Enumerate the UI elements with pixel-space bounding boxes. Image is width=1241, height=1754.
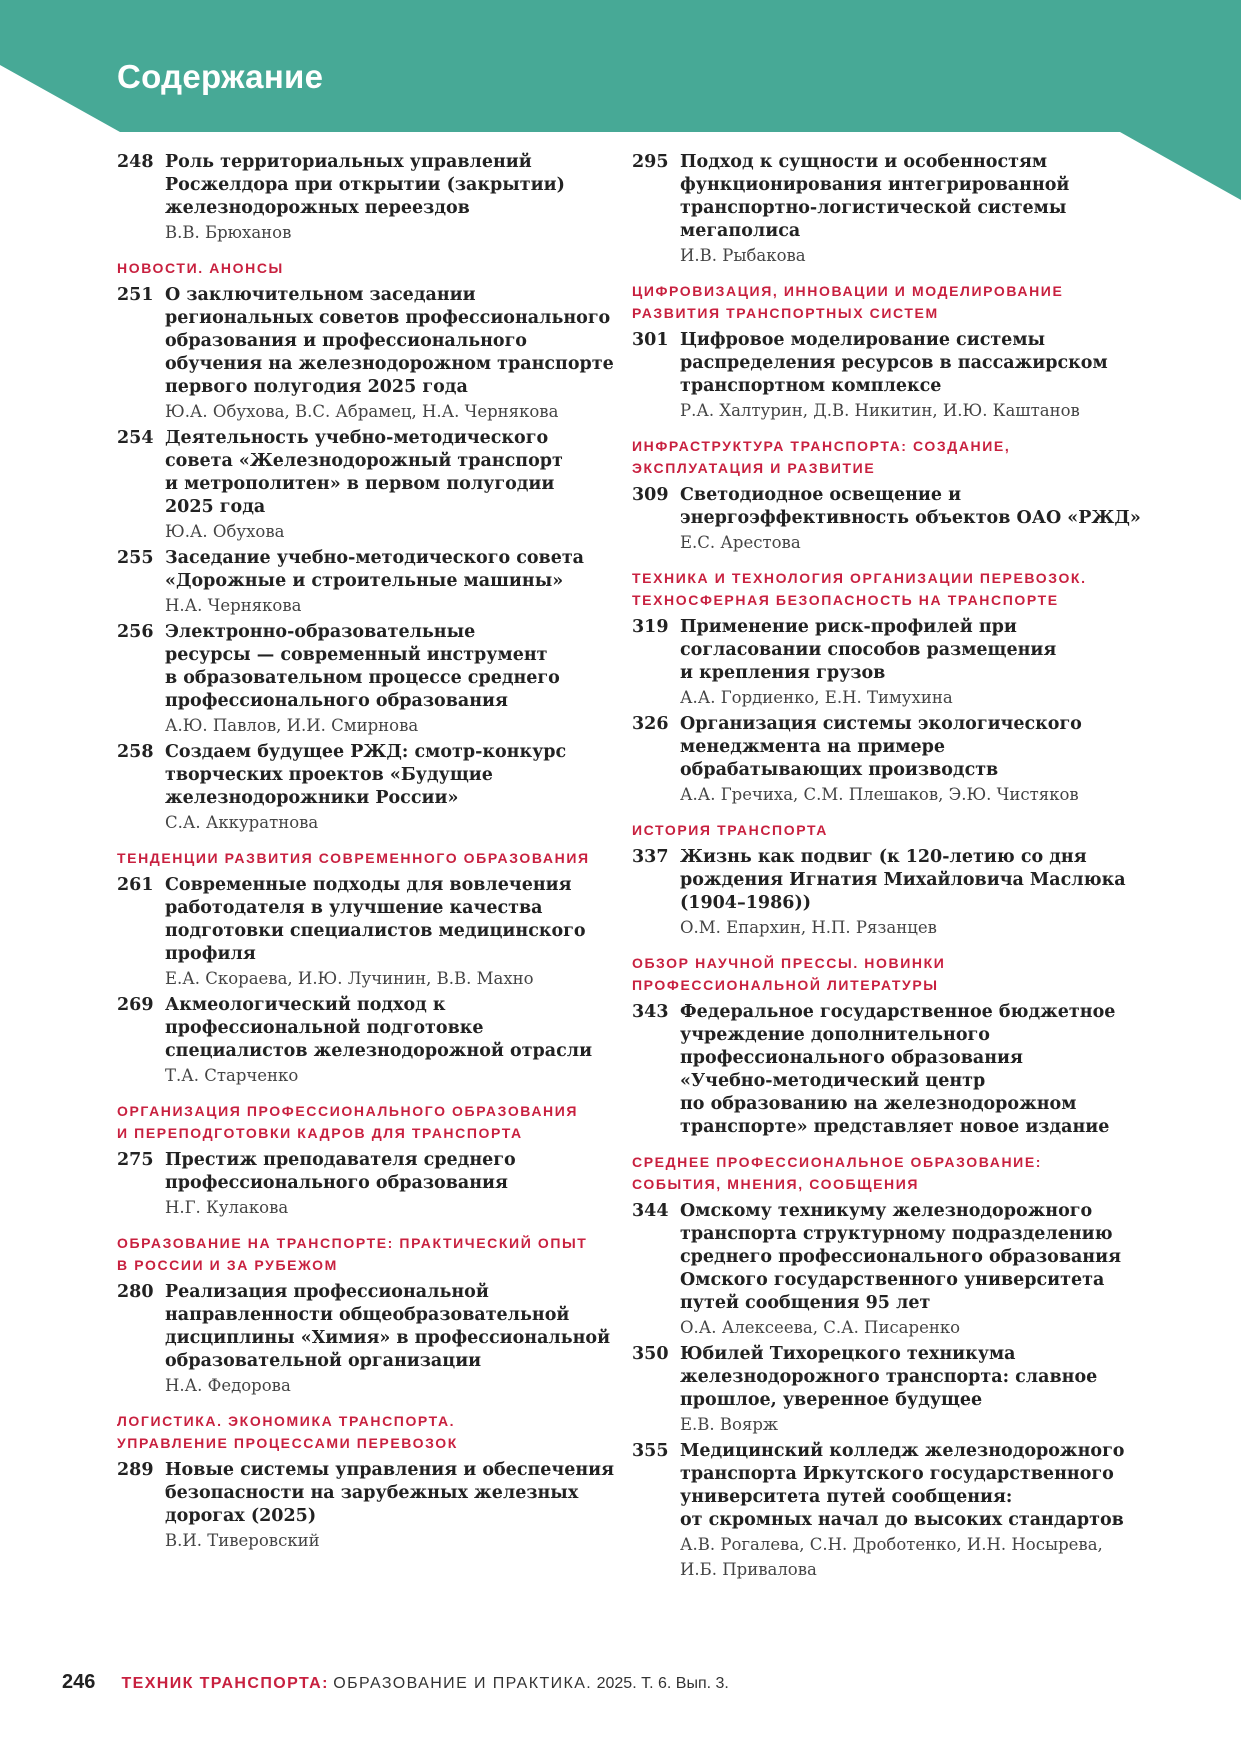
entry-body bbox=[165, 874, 617, 991]
entry-title: Жизнь как подвиг (к 120-летию со дня рождения Игнатия Михайловича Маслюка (1904–1986)) bbox=[680, 847, 1126, 913]
toc-entry[interactable] bbox=[117, 1149, 617, 1220]
entry-title: Подход к сущности и особенностям функционирования интегрированной транспортно-логистической системы мегаполиса bbox=[680, 152, 1070, 241]
toc-entry[interactable] bbox=[632, 1440, 1152, 1582]
section-heading: СРЕДНЕЕ ПРОФЕССИОНАЛЬНОЕ ОБРАЗОВАНИЕ: СОБЫТИЯ, МНЕНИЯ, СООБЩЕНИЯ bbox=[632, 1154, 1043, 1192]
entry-authors: Т.А. Старченко bbox=[165, 1066, 299, 1085]
toc-entry[interactable] bbox=[117, 994, 617, 1088]
entry-body bbox=[680, 1200, 1152, 1340]
entry-page-number: 280 bbox=[117, 1282, 154, 1302]
toc-entry[interactable] bbox=[632, 713, 1152, 807]
entry-authors: И.В. Рыбакова bbox=[680, 246, 806, 265]
entry-title: О заключительном заседании региональных советов профессионального образования и профессионального обучения на железнодорожном транспорте первого полугодия 2025 года bbox=[165, 285, 614, 397]
toc-entry[interactable] bbox=[117, 874, 617, 991]
toc-entry[interactable] bbox=[632, 1343, 1152, 1437]
toc-entry[interactable] bbox=[632, 329, 1152, 423]
toc-entry[interactable] bbox=[632, 484, 1152, 555]
entry-title: Юбилей Тихорецкого техникума железнодорожного транспорта: славное прошлое, уверенное будущее bbox=[680, 1344, 1098, 1410]
entry-title: Новые системы управления и обеспечения безопасности на зарубежных железных дорогах (2025) bbox=[165, 1460, 615, 1526]
section-heading: ТЕХНИКА И ТЕХНОЛОГИЯ ОРГАНИЗАЦИИ ПЕРЕВОЗОК. ТЕХНОСФЕРНАЯ БЕЗОПАСНОСТЬ НА ТРАНСПОРТЕ bbox=[632, 570, 1087, 608]
entry-title: Реализация профессиональной направленности общеобразовательной дисциплины «Химия» в профессиональной образовательной организации bbox=[165, 1282, 611, 1371]
toc-entry[interactable] bbox=[117, 1281, 617, 1398]
entry-authors: Ю.А. Обухова bbox=[165, 522, 285, 541]
entry-body bbox=[165, 741, 617, 835]
entry-body bbox=[165, 427, 617, 544]
entry-title: Престиж преподавателя среднего профессионального образования bbox=[165, 1150, 516, 1193]
entry-body bbox=[165, 151, 617, 245]
section-heading: ОБРАЗОВАНИЕ НА ТРАНСПОРТЕ: ПРАКТИЧЕСКИЙ ОПЫТ В РОССИИ И ЗА РУБЕЖОМ bbox=[117, 1235, 588, 1273]
toc-entry[interactable] bbox=[117, 547, 617, 618]
entry-authors: О.М. Епархин, Н.П. Рязанцев bbox=[680, 918, 937, 937]
entry-authors: Е.В. Воярж bbox=[680, 1415, 779, 1434]
entry-body bbox=[680, 846, 1152, 940]
entry-authors: Н.Г. Кулакова bbox=[165, 1198, 289, 1217]
entry-authors: А.Ю. Павлов, И.И. Смирнова bbox=[165, 716, 419, 735]
entry-authors: А.А. Гордиенко, Е.Н. Тимухина bbox=[680, 688, 953, 707]
entry-page-number: 295 bbox=[632, 152, 669, 172]
entry-authors: Е.А. Скораева, И.Ю. Лучинин, В.В. Махно bbox=[165, 969, 534, 988]
section-heading: ИСТОРИЯ ТРАНСПОРТА bbox=[632, 822, 828, 838]
entry-page-number: 337 bbox=[632, 847, 669, 867]
entry-page-number: 301 bbox=[632, 330, 669, 350]
entry-title: Современные подходы для вовлечения работодателя в улучшение качества подготовки специалистов медицинского профиля bbox=[165, 875, 586, 964]
section-heading: ЛОГИСТИКА. ЭКОНОМИКА ТРАНСПОРТА. УПРАВЛЕНИЕ ПРОЦЕССАМИ ПЕРЕВОЗОК bbox=[117, 1413, 458, 1451]
entry-authors: Н.А. Чернякова bbox=[165, 596, 302, 615]
section-heading: ИНФРАСТРУКТУРА ТРАНСПОРТА: СОЗДАНИЕ, ЭКСПЛУАТАЦИЯ И РАЗВИТИЕ bbox=[632, 438, 1011, 476]
entry-title: Светодиодное освещение и энергоэффективность объектов ОАО «РЖД» bbox=[680, 485, 1141, 528]
toc-left-column bbox=[117, 151, 617, 1556]
entry-page-number: 350 bbox=[632, 1344, 669, 1364]
entry-body bbox=[680, 616, 1152, 710]
entry-body bbox=[680, 1343, 1152, 1437]
entry-page-number: 355 bbox=[632, 1441, 669, 1461]
toc-entry[interactable] bbox=[632, 616, 1152, 710]
page-footer bbox=[62, 1671, 729, 1694]
entry-authors: С.А. Аккуратнова bbox=[165, 813, 319, 832]
entry-body bbox=[165, 1281, 617, 1398]
section-heading: ОРГАНИЗАЦИЯ ПРОФЕССИОНАЛЬНОГО ОБРАЗОВАНИЯ И ПЕРЕПОДГОТОВКИ КАДРОВ ДЛЯ ТРАНСПОРТА bbox=[117, 1103, 579, 1141]
toc-entry[interactable] bbox=[117, 621, 617, 738]
entry-body bbox=[680, 1440, 1152, 1582]
entry-body bbox=[165, 994, 617, 1088]
section-heading: НОВОСТИ. АНОНСЫ bbox=[117, 260, 284, 276]
entry-title: Медицинский колледж железнодорожного транспорта Иркутского государственного университета путей сообщения: от скромных начал до высоких стандартов bbox=[680, 1441, 1125, 1530]
entry-page-number: 261 bbox=[117, 875, 154, 895]
entry-title: Заседание учебно-методического совета «Дорожные и строительные машины» bbox=[165, 548, 585, 591]
section-heading: ЦИФРОВИЗАЦИЯ, ИННОВАЦИИ И МОДЕЛИРОВАНИЕ РАЗВИТИЯ ТРАНСПОРТНЫХ СИСТЕМ bbox=[632, 283, 1064, 321]
entry-title: Организация системы экологического менеджмента на примере обрабатывающих производств bbox=[680, 714, 1082, 780]
entry-title: Создаем будущее РЖД: смотр-конкурс творческих проектов «Будущие железнодорожники России» bbox=[165, 742, 567, 808]
entry-page-number: 275 bbox=[117, 1150, 154, 1170]
entry-title: Цифровое моделирование системы распределения ресурсов в пассажирском транспортном комплексе bbox=[680, 330, 1108, 396]
entry-body bbox=[680, 1001, 1152, 1139]
entry-body bbox=[680, 484, 1152, 555]
entry-authors: Р.А. Халтурин, Д.В. Никитин, И.Ю. Каштанов bbox=[680, 401, 1080, 420]
section-heading: ОБЗОР НАУЧНОЙ ПРЕССЫ. НОВИНКИ ПРОФЕССИОНАЛЬНОЙ ЛИТЕРАТУРЫ bbox=[632, 955, 946, 993]
entry-page-number: 344 bbox=[632, 1201, 669, 1221]
entry-body bbox=[680, 713, 1152, 807]
entry-body bbox=[680, 151, 1152, 268]
entry-authors: Е.С. Арестова bbox=[680, 533, 801, 552]
toc-entry[interactable] bbox=[117, 427, 617, 544]
entry-title: Электронно-образовательные ресурсы — современный инструмент в образовательном процессе среднего профессионального образования bbox=[165, 622, 560, 711]
entry-page-number: 258 bbox=[117, 742, 154, 762]
entry-body bbox=[165, 1149, 617, 1220]
toc-entry[interactable] bbox=[117, 284, 617, 424]
toc-entry[interactable] bbox=[632, 1200, 1152, 1340]
entry-body bbox=[680, 329, 1152, 423]
entry-title: Омскому техникуму железнодорожного транспорта структурному подразделению среднего профессионального образования Омского государственного университета путей сообщения 95 лет bbox=[680, 1201, 1122, 1313]
entry-page-number: 319 bbox=[632, 617, 669, 637]
entry-authors: В.И. Тиверовский bbox=[165, 1531, 320, 1550]
toc-right-column bbox=[632, 151, 1152, 1585]
entry-body bbox=[165, 284, 617, 424]
entry-page-number: 326 bbox=[632, 714, 669, 734]
entry-page-number: 248 bbox=[117, 152, 154, 172]
toc-entry[interactable] bbox=[632, 151, 1152, 268]
entry-title: Применение риск-профилей при согласовании способов размещения и крепления грузов bbox=[680, 617, 1057, 683]
entry-authors: А.А. Гречиха, С.М. Плешаков, Э.Ю. Чистяков bbox=[680, 785, 1079, 804]
toc-entry[interactable] bbox=[117, 151, 617, 245]
entry-authors: О.А. Алексеева, С.А. Писаренко bbox=[680, 1318, 961, 1337]
section-heading: ТЕНДЕНЦИИ РАЗВИТИЯ СОВРЕМЕННОГО ОБРАЗОВАНИЯ bbox=[117, 850, 590, 866]
toc-entry[interactable] bbox=[632, 1001, 1152, 1139]
entry-title: Роль территориальных управлений Росжелдора при открытии (закрытии) железнодорожных переездов bbox=[165, 152, 565, 218]
entry-title: Деятельность учебно-методического совета «Железнодорожный транспорт и метрополитен» в первом полугодии 2025 года bbox=[165, 428, 563, 517]
toc-entry[interactable] bbox=[632, 846, 1152, 940]
journal-name: ТЕХНИК ТРАНСПОРТА: bbox=[121, 1675, 329, 1692]
toc-entry[interactable] bbox=[117, 741, 617, 835]
entry-authors: А.В. Рогалева, С.Н. Дроботенко, И.Н. Носырева, И.Б. Привалова bbox=[680, 1535, 1103, 1579]
entry-body bbox=[165, 1459, 617, 1553]
entry-page-number: 309 bbox=[632, 485, 669, 505]
entry-body bbox=[165, 547, 617, 618]
page-title: Содержание bbox=[117, 58, 324, 95]
entry-authors: В.В. Брюханов bbox=[165, 223, 292, 242]
entry-page-number: 255 bbox=[117, 548, 154, 568]
journal-issue: 2025. Т. 6. Вып. 3. bbox=[596, 1675, 729, 1692]
entry-title: Федеральное государственное бюджетное учреждение дополнительного профессионального образования «Учебно-методический центр по образованию на железнодорожном транспорте» представляет новое издание bbox=[680, 1002, 1116, 1137]
entry-authors: Н.А. Федорова bbox=[165, 1376, 291, 1395]
entry-page-number: 343 bbox=[632, 1002, 669, 1022]
entry-page-number: 256 bbox=[117, 622, 154, 642]
entry-page-number: 254 bbox=[117, 428, 154, 448]
journal-subtitle: ОБРАЗОВАНИЕ И ПРАКТИКА. bbox=[333, 1675, 593, 1692]
entry-page-number: 269 bbox=[117, 995, 154, 1015]
toc-entry[interactable] bbox=[117, 1459, 617, 1553]
entry-authors: Ю.А. Обухова, В.С. Абрамец, Н.А. Чернякова bbox=[165, 402, 559, 421]
entry-page-number: 289 bbox=[117, 1460, 154, 1480]
entry-body bbox=[165, 621, 617, 738]
entry-page-number: 251 bbox=[117, 285, 154, 305]
entry-title: Акмеологический подход к профессиональной подготовке специалистов железнодорожной отрасли bbox=[165, 995, 593, 1061]
page-number: 246 bbox=[62, 1671, 96, 1693]
